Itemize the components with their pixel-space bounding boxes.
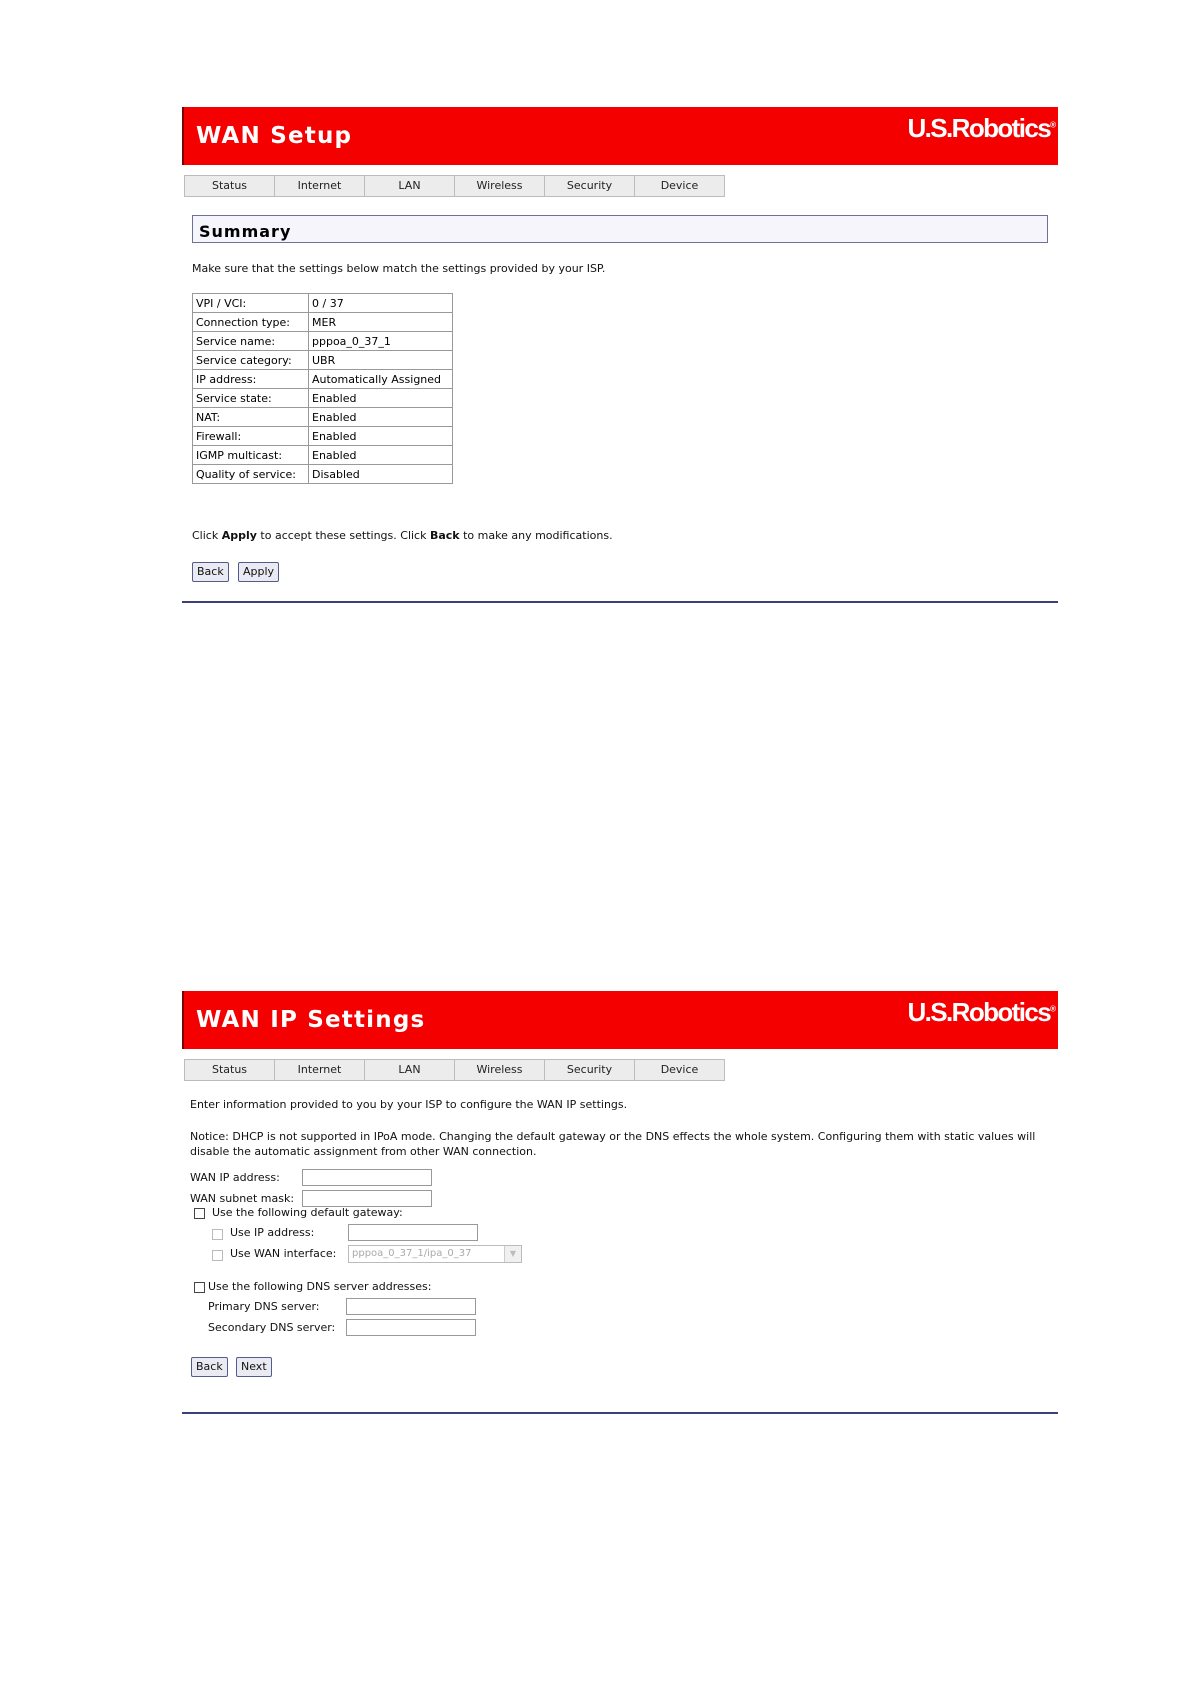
wan-ip-label: WAN IP address:: [190, 1171, 280, 1184]
use-ip-label: Use IP address:: [230, 1226, 315, 1239]
use-wan-interface-checkbox[interactable]: [212, 1250, 223, 1261]
table-row: [193, 332, 453, 351]
wan-ip-input[interactable]: [302, 1169, 432, 1186]
wan-ip-settings-panel: [182, 991, 1058, 1414]
row-label: Service name:: [193, 332, 309, 351]
table-row: [193, 446, 453, 465]
row-value: MER: [309, 313, 453, 332]
row-label: Connection type:: [193, 313, 309, 332]
row-label: IP address:: [193, 370, 309, 389]
chevron-down-icon: ▼: [504, 1246, 521, 1262]
nav-tabs: [184, 175, 725, 197]
usrobotics-logo: U.S.Robotics®: [907, 113, 1056, 143]
table-row: [193, 408, 453, 427]
header-banner: [182, 107, 1058, 165]
tab-lan[interactable]: LAN: [365, 1059, 455, 1081]
row-value: Enabled: [309, 446, 453, 465]
secondary-dns-label: Secondary DNS server:: [208, 1321, 336, 1334]
wan-interface-select[interactable]: pppoa_0_37_1/ipa_0_37 ▼: [348, 1245, 522, 1263]
intro-text: Enter information provided to you by your ISP to configure the WAN IP settings.: [190, 1098, 628, 1111]
row-value: pppoa_0_37_1: [309, 332, 453, 351]
intro-text: Make sure that the settings below match the settings provided by your ISP.: [192, 262, 606, 275]
row-value: 0 / 37: [309, 294, 453, 313]
use-ip-input[interactable]: [348, 1224, 478, 1241]
tab-security[interactable]: Security: [545, 1059, 635, 1081]
row-value: Disabled: [309, 465, 453, 484]
subnet-mask-label: WAN subnet mask:: [190, 1192, 295, 1205]
tab-device[interactable]: Device: [635, 1059, 725, 1081]
summary-table: [192, 293, 453, 484]
section-header: [192, 215, 1048, 243]
dns-checkbox[interactable]: [194, 1282, 205, 1293]
row-label: Service category:: [193, 351, 309, 370]
back-button[interactable]: Back: [191, 1357, 228, 1377]
table-row: [193, 351, 453, 370]
apply-button[interactable]: Apply: [238, 562, 279, 582]
section-title: Summary: [199, 222, 292, 241]
table-row: [193, 427, 453, 446]
secondary-dns-input[interactable]: [346, 1319, 476, 1336]
notice-text: Notice: DHCP is not supported in IPoA mode. Changing the default gateway or the DNS effects the whole system. Configuring them with static values will disable the automatic assignment from other WAN connection.: [190, 1130, 1036, 1158]
tab-security[interactable]: Security: [545, 175, 635, 197]
primary-dns-input[interactable]: [346, 1298, 476, 1315]
row-label: Firewall:: [193, 427, 309, 446]
row-value: UBR: [309, 351, 453, 370]
header-banner: [182, 991, 1058, 1049]
table-row: [193, 465, 453, 484]
subnet-mask-input[interactable]: [302, 1190, 432, 1207]
row-label: Quality of service:: [193, 465, 309, 484]
row-label: IGMP multicast:: [193, 446, 309, 465]
table-row: [193, 389, 453, 408]
usrobotics-logo: U.S.Robotics®: [907, 997, 1056, 1027]
table-row: [193, 313, 453, 332]
table-row: [193, 294, 453, 313]
tab-status[interactable]: Status: [184, 1059, 275, 1081]
tab-wireless[interactable]: Wireless: [455, 1059, 545, 1081]
back-button[interactable]: Back: [192, 562, 229, 582]
row-value: Automatically Assigned: [309, 370, 453, 389]
tab-device[interactable]: Device: [635, 175, 725, 197]
use-ip-checkbox[interactable]: [212, 1229, 223, 1240]
default-gateway-label: Use the following default gateway:: [212, 1206, 403, 1219]
row-value: Enabled: [309, 389, 453, 408]
wan-setup-panel: [182, 107, 1058, 603]
tab-internet[interactable]: Internet: [275, 1059, 365, 1081]
tab-internet[interactable]: Internet: [275, 175, 365, 197]
page-title: WAN Setup: [196, 123, 353, 149]
row-label: Service state:: [193, 389, 309, 408]
dns-label: Use the following DNS server addresses:: [208, 1280, 432, 1293]
tab-wireless[interactable]: Wireless: [455, 175, 545, 197]
row-value: Enabled: [309, 408, 453, 427]
nav-tabs: [184, 1059, 725, 1081]
table-row: [193, 370, 453, 389]
next-button[interactable]: Next: [236, 1357, 272, 1377]
row-value: Enabled: [309, 427, 453, 446]
primary-dns-label: Primary DNS server:: [208, 1300, 320, 1313]
default-gateway-checkbox[interactable]: [194, 1208, 205, 1219]
page-title: WAN IP Settings: [196, 1007, 426, 1033]
tab-status[interactable]: Status: [184, 175, 275, 197]
row-label: NAT:: [193, 408, 309, 427]
tab-lan[interactable]: LAN: [365, 175, 455, 197]
apply-instruction: Click Apply to accept these settings. Click Back to make any modifications.: [192, 529, 613, 542]
row-label: VPI / VCI:: [193, 294, 309, 313]
use-wan-interface-label: Use WAN interface:: [230, 1247, 337, 1260]
